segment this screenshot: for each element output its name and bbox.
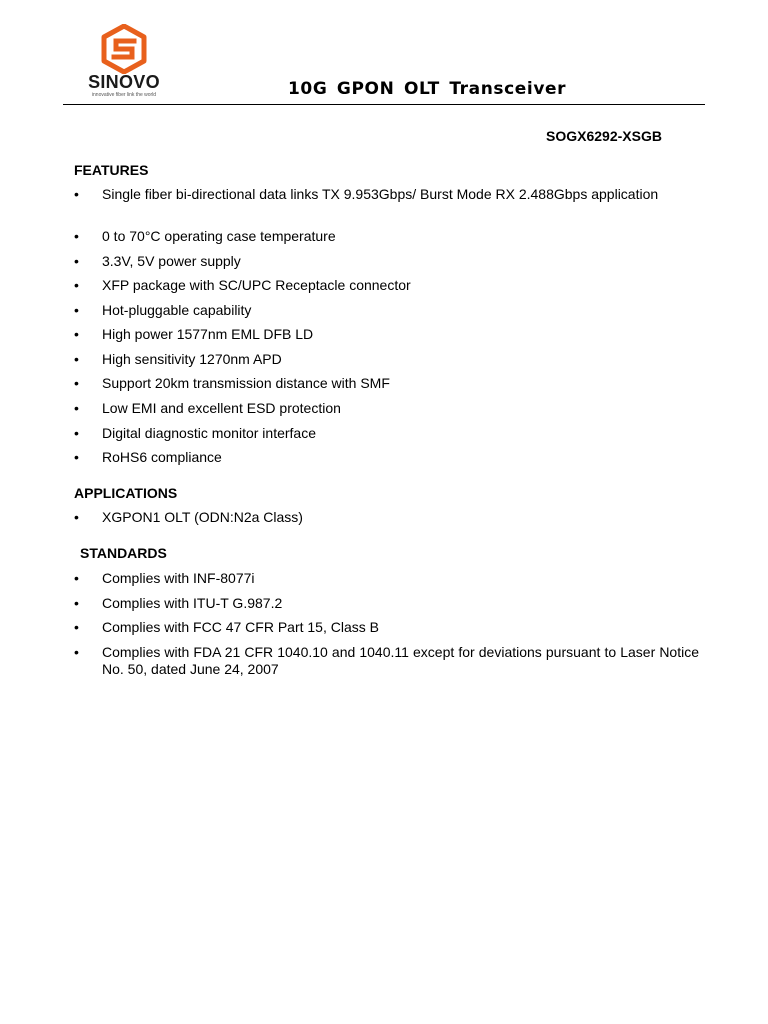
feature-text: Support 20km transmission distance with SMF — [102, 375, 390, 391]
bullet: • — [74, 400, 79, 416]
bullet: • — [74, 228, 79, 244]
bullet: • — [74, 186, 79, 202]
bullet: • — [74, 375, 79, 391]
document-title: 10G GPON OLT Transceiver — [288, 79, 567, 99]
features-heading: FEATURES — [74, 162, 149, 178]
sinovo-s-mark-icon — [74, 24, 174, 74]
feature-text: High power 1577nm EML DFB LD — [102, 326, 314, 342]
logo-tagline: innovative fiber link the world — [91, 92, 157, 98]
standard-text: Complies with ITU-T G.987.2 — [102, 595, 283, 611]
feature-text: High sensitivity 1270nm APD — [102, 351, 282, 367]
bullet: • — [74, 425, 79, 441]
bullet: • — [74, 277, 79, 293]
feature-text: 0 to 70°C operating case temperature — [102, 228, 336, 244]
feature-text: RoHS6 compliance — [102, 449, 222, 465]
feature-text: Single fiber bi-directional data links TX 9.953Gbps/ Burst Mode RX 2.488Gbps application — [102, 186, 659, 202]
standard-text: Complies with FCC 47 CFR Part 15, Class B — [102, 619, 379, 635]
bullet: • — [74, 253, 79, 269]
feature-text: Digital diagnostic monitor interface — [102, 425, 316, 441]
bullet: • — [74, 449, 79, 465]
bullet: • — [74, 351, 79, 367]
bullet: • — [74, 302, 79, 318]
bullet: • — [74, 595, 79, 611]
standard-text: Complies with FDA 21 CFR 1040.10 and 1040.11 except for deviations pursuant to Laser Notice No. 50, dated June 24, 2007 — [102, 644, 699, 677]
bullet: • — [74, 619, 79, 635]
applications-heading: APPLICATIONS — [74, 485, 178, 501]
bullet: • — [74, 509, 79, 525]
application-text: XGPON1 OLT (ODN:N2a Class) — [102, 509, 303, 525]
bullet: • — [74, 326, 79, 342]
standards-heading: STANDARDS — [80, 545, 167, 561]
feature-text: Hot-pluggable capability — [102, 302, 252, 318]
feature-text: Low EMI and excellent ESD protection — [102, 400, 341, 416]
standard-text: Complies with INF-8077i — [102, 570, 255, 586]
part-number: SOGX6292-XSGB — [546, 128, 662, 144]
bullet: • — [74, 570, 79, 586]
feature-text: 3.3V, 5V power supply — [102, 253, 241, 269]
sinovo-logo — [74, 24, 174, 100]
logo-name: SINOVO — [88, 72, 160, 92]
feature-text: XFP package with SC/UPC Receptacle connector — [102, 277, 411, 293]
header-divider — [63, 104, 705, 105]
bullet: • — [74, 644, 79, 660]
